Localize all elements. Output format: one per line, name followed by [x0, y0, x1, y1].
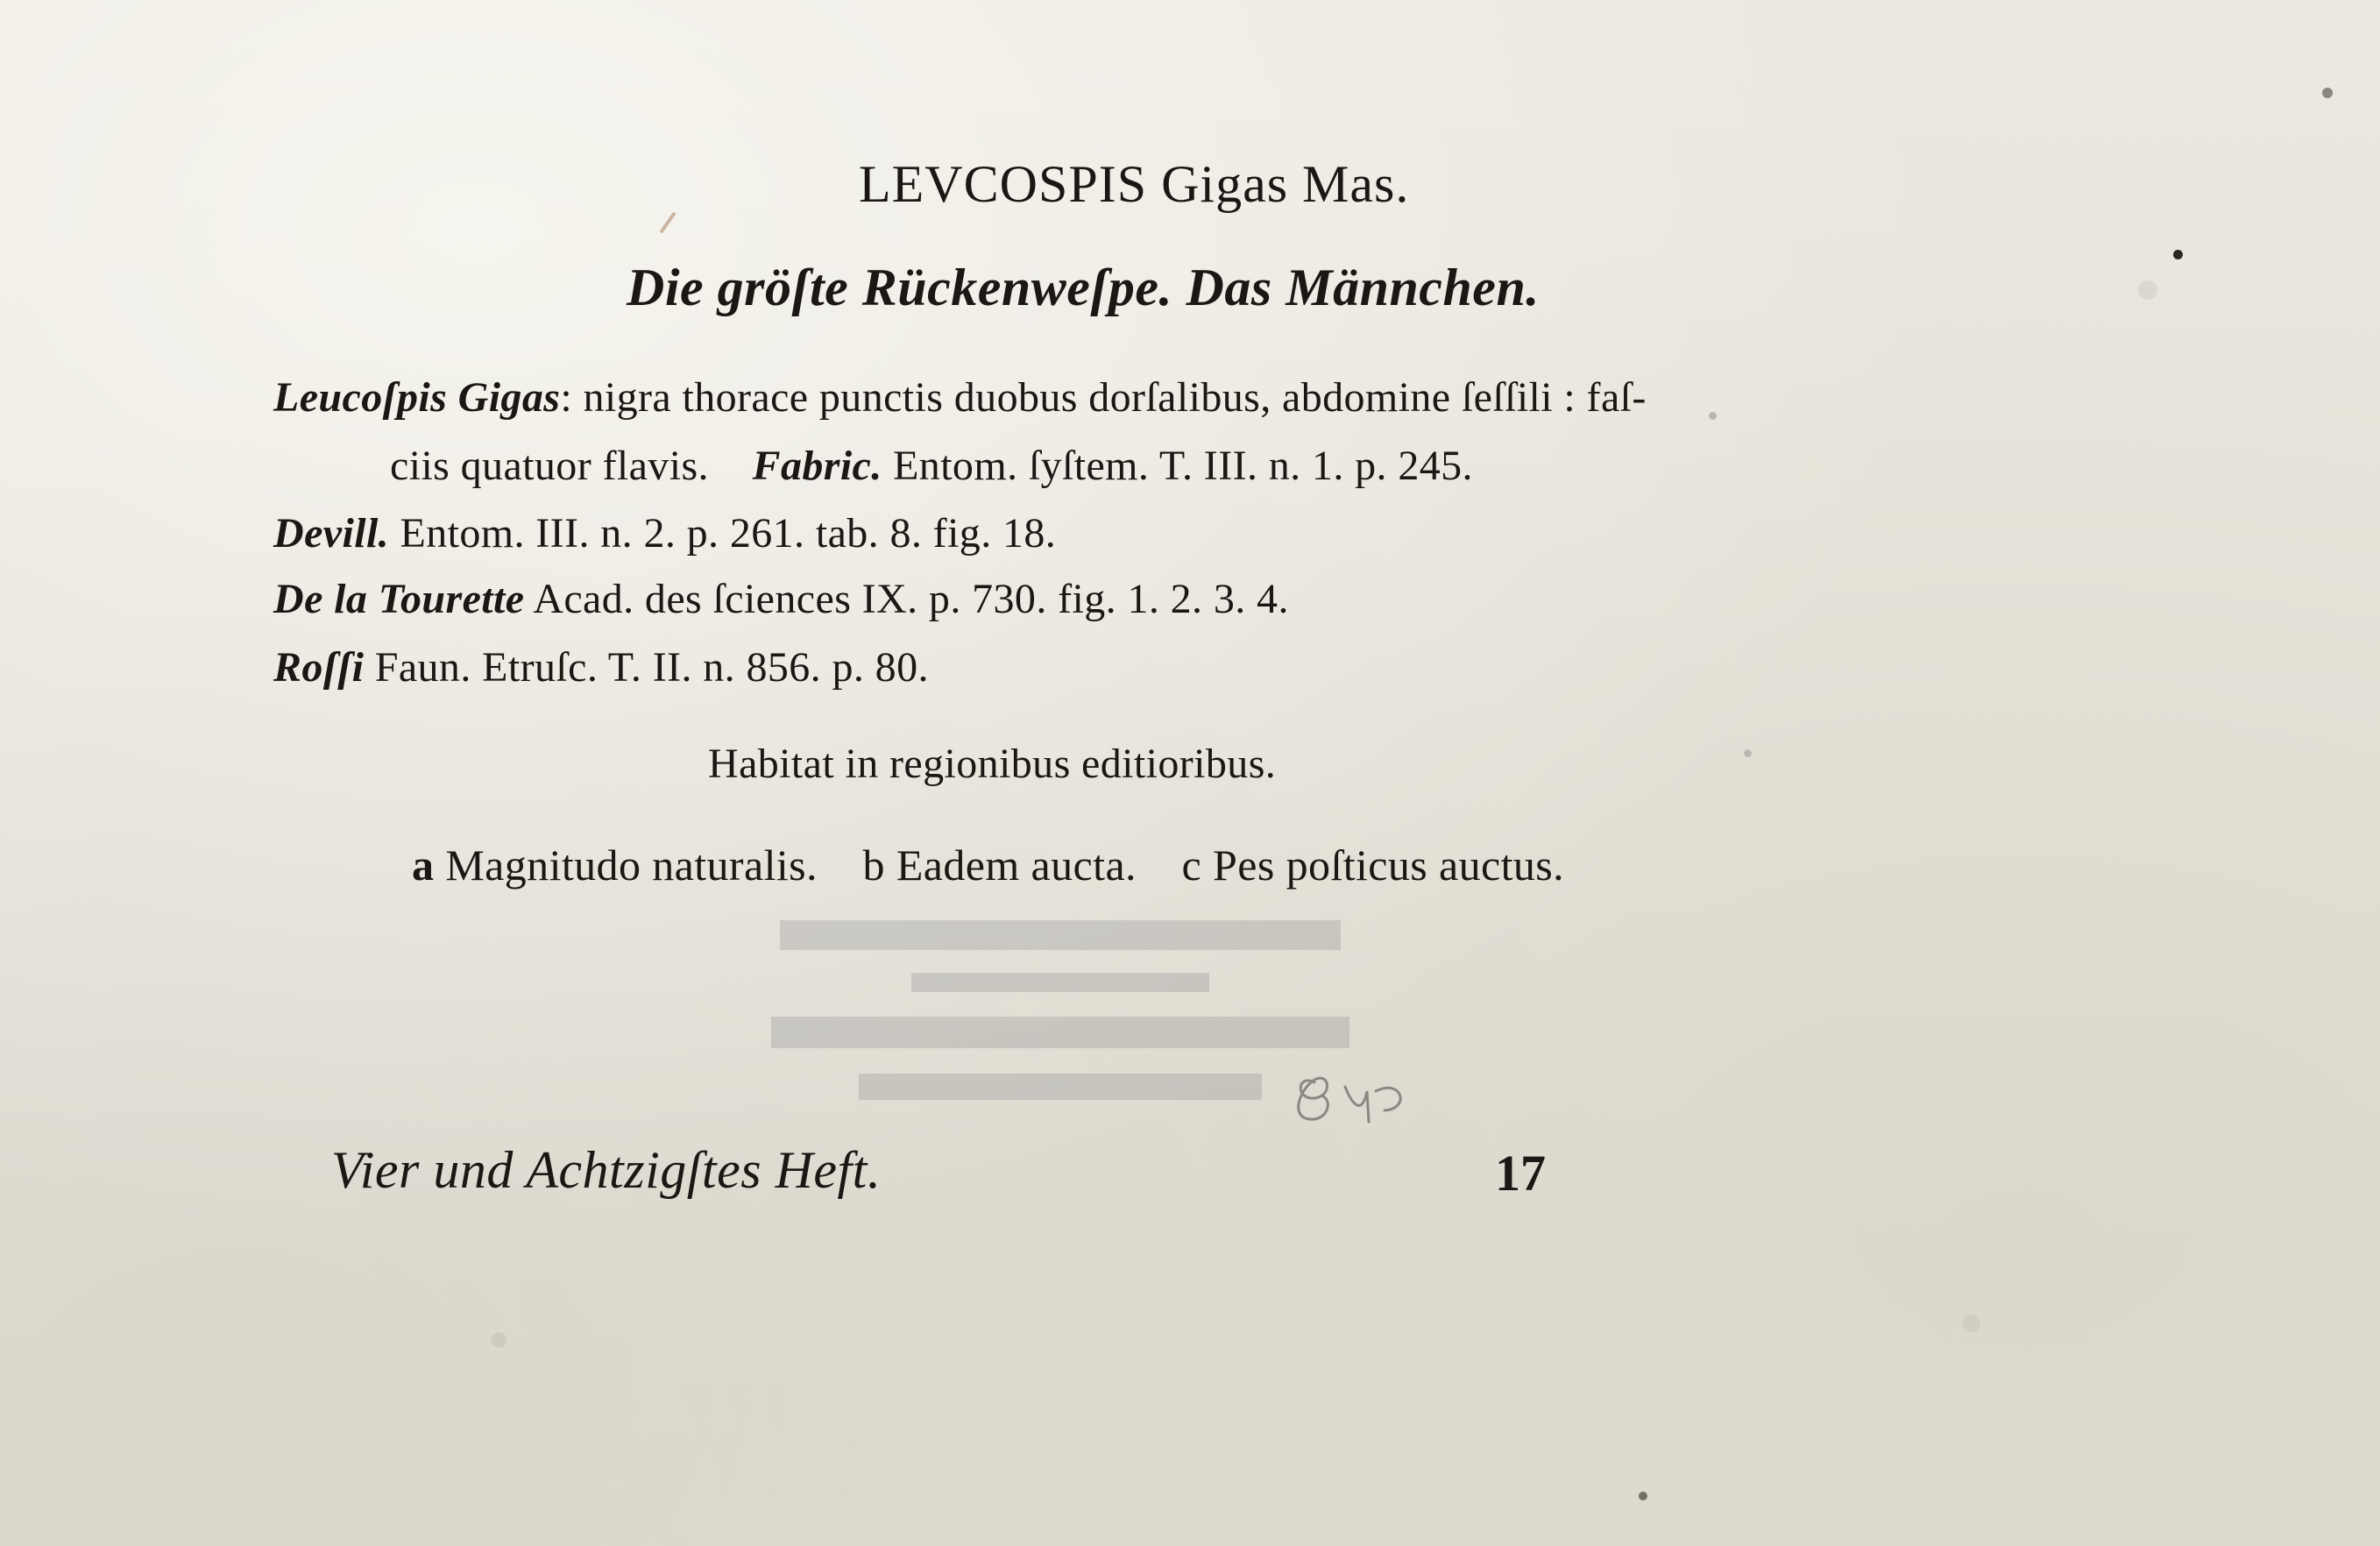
caption-letter-a: a [412, 840, 435, 890]
reference-text: Faun. Etruſc. T. II. n. 856. p. 80. [374, 644, 929, 691]
page-subtitle: Die gröſte Rückenweſpe. Das Männchen. [627, 259, 1540, 316]
reference-text: Entom. III. n. 2. p. 261. tab. 8. fig. 18. [400, 510, 1057, 557]
paper-speck [2322, 88, 2333, 98]
paper-speck [1744, 749, 1752, 757]
paper-speck [1639, 1492, 1647, 1500]
reference-author: Devill. [273, 510, 390, 557]
caption-text-b: Eadem aucta. [896, 840, 1137, 890]
paper-speck [1709, 412, 1717, 420]
reference-author: Roſſi [273, 644, 365, 691]
caption-letter-c: c [1181, 840, 1202, 890]
reference-text-before: ciis quatuor flavis. [390, 443, 709, 489]
figure-captions [412, 840, 1565, 890]
paper-speck [491, 1332, 506, 1348]
reference-line-2 [273, 510, 1057, 557]
reference-author: Leucoſpis Gigas [273, 374, 561, 421]
habitat-note: Habitat in regionibus editioribus. [708, 741, 1277, 787]
reference-author: Fabric. [752, 443, 882, 489]
reference-line-1 [273, 374, 1647, 421]
issue-footer: Vier und Achtzigſtes Heft. [331, 1141, 882, 1199]
caption-text-c: Pes poſticus auctus. [1213, 840, 1565, 890]
bleed-through-stamp [754, 903, 1367, 1131]
paper-speck [2173, 250, 2183, 259]
caption-letter-b: b [862, 840, 885, 890]
reference-line-1-continued [390, 445, 1473, 487]
page-title: LEVCOSPIS Gigas Mas. [859, 155, 1410, 213]
page-number: 17 [1495, 1145, 1546, 1202]
reference-text: Entom. ſyſtem. T. III. n. 1. p. 245. [893, 443, 1473, 489]
pencil-annotation [1279, 1047, 1428, 1131]
paper-speck [659, 211, 676, 233]
reference-line-3 [273, 578, 1289, 621]
caption-text-a: Magnitudo naturalis. [445, 840, 818, 890]
reference-text: Acad. des ſciences IX. p. 730. fig. 1. 2. 3. 4. [533, 576, 1289, 622]
reference-author: De la Tourette [273, 576, 525, 622]
paper-speck [2138, 280, 2157, 300]
reference-line-4 [273, 644, 929, 691]
reference-text: : nigra thorace punctis duobus dorſalibus, abdomine ſeſſili : faſ- [560, 374, 1647, 421]
paper-speck [1963, 1315, 1980, 1332]
